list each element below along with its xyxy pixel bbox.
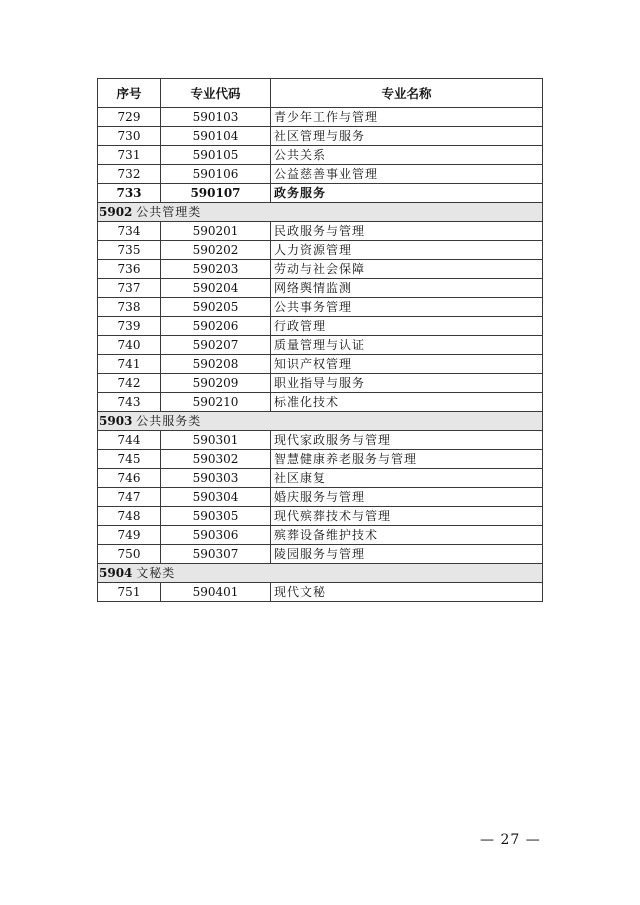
serial-number-cell: 729 (98, 108, 161, 127)
major-name-cell: 现代殡葬技术与管理 (271, 507, 543, 526)
majors-table (97, 78, 543, 602)
table-row (98, 393, 543, 412)
serial-number-cell: 741 (98, 355, 161, 374)
serial-number-cell: 738 (98, 298, 161, 317)
majors-table-container (97, 78, 542, 602)
serial-number-cell: 746 (98, 469, 161, 488)
category-code: 5902 (99, 204, 133, 219)
major-code-cell: 590104 (161, 127, 271, 146)
major-code-cell: 590210 (161, 393, 271, 412)
major-code-cell: 590202 (161, 241, 271, 260)
major-code-cell: 590204 (161, 279, 271, 298)
major-name-cell: 社区管理与服务 (271, 127, 543, 146)
serial-number-cell: 737 (98, 279, 161, 298)
table-row (98, 374, 543, 393)
category-code: 5903 (99, 413, 133, 428)
major-name-cell: 公共事务管理 (271, 298, 543, 317)
header-major-name: 专业名称 (271, 79, 543, 108)
table-row (98, 431, 543, 450)
serial-number-cell: 740 (98, 336, 161, 355)
major-name-cell: 政务服务 (271, 184, 543, 203)
major-code-cell: 590103 (161, 108, 271, 127)
major-code-cell: 590401 (161, 583, 271, 602)
serial-number-cell: 750 (98, 545, 161, 564)
table-row (98, 241, 543, 260)
major-name-cell: 网络舆情监测 (271, 279, 543, 298)
major-name-cell: 现代家政服务与管理 (271, 431, 543, 450)
major-code-cell: 590106 (161, 165, 271, 184)
serial-number-cell: 745 (98, 450, 161, 469)
table-body (98, 108, 543, 602)
major-code-cell: 590201 (161, 222, 271, 241)
page-number: — 27 — (480, 832, 541, 848)
table-row (98, 127, 543, 146)
serial-number-cell: 744 (98, 431, 161, 450)
table-row (98, 279, 543, 298)
major-code-cell: 590304 (161, 488, 271, 507)
table-row (98, 108, 543, 127)
table-row (98, 488, 543, 507)
serial-number-cell: 733 (98, 184, 161, 203)
table-row (98, 336, 543, 355)
table-header-row (98, 79, 543, 108)
serial-number-cell: 735 (98, 241, 161, 260)
serial-number-cell: 730 (98, 127, 161, 146)
major-name-cell: 智慧健康养老服务与管理 (271, 450, 543, 469)
table-row (98, 450, 543, 469)
major-code-cell: 590302 (161, 450, 271, 469)
major-name-cell: 质量管理与认证 (271, 336, 543, 355)
major-code-cell: 590301 (161, 431, 271, 450)
table-row (98, 545, 543, 564)
major-name-cell: 社区康复 (271, 469, 543, 488)
major-code-cell: 590208 (161, 355, 271, 374)
table-row (98, 355, 543, 374)
major-code-cell: 590209 (161, 374, 271, 393)
major-code-cell: 590206 (161, 317, 271, 336)
header-major-code: 专业代码 (161, 79, 271, 108)
table-row (98, 317, 543, 336)
major-name-cell: 殡葬设备维护技术 (271, 526, 543, 545)
table-row (98, 260, 543, 279)
major-code-cell: 590205 (161, 298, 271, 317)
category-cell (98, 203, 543, 222)
major-name-cell: 行政管理 (271, 317, 543, 336)
serial-number-cell: 732 (98, 165, 161, 184)
major-code-cell: 590307 (161, 545, 271, 564)
major-code-cell: 590105 (161, 146, 271, 165)
major-name-cell: 公共关系 (271, 146, 543, 165)
major-name-cell: 劳动与社会保障 (271, 260, 543, 279)
serial-number-cell: 749 (98, 526, 161, 545)
category-cell (98, 412, 543, 431)
category-code: 5904 (99, 565, 133, 580)
serial-number-cell: 748 (98, 507, 161, 526)
major-name-cell: 现代文秘 (271, 583, 543, 602)
major-name-cell: 人力资源管理 (271, 241, 543, 260)
table-row (98, 184, 543, 203)
category-row (98, 203, 543, 222)
serial-number-cell: 742 (98, 374, 161, 393)
table-row (98, 583, 543, 602)
table-row (98, 469, 543, 488)
category-name: 文秘类 (136, 565, 176, 580)
table-row (98, 165, 543, 184)
table-row (98, 146, 543, 165)
major-name-cell: 知识产权管理 (271, 355, 543, 374)
table-row (98, 222, 543, 241)
major-name-cell: 陵园服务与管理 (271, 545, 543, 564)
table-row (98, 526, 543, 545)
major-name-cell: 职业指导与服务 (271, 374, 543, 393)
category-row (98, 412, 543, 431)
serial-number-cell: 739 (98, 317, 161, 336)
major-name-cell: 民政服务与管理 (271, 222, 543, 241)
serial-number-cell: 751 (98, 583, 161, 602)
category-row (98, 564, 543, 583)
major-code-cell: 590207 (161, 336, 271, 355)
major-name-cell: 青少年工作与管理 (271, 108, 543, 127)
serial-number-cell: 747 (98, 488, 161, 507)
major-name-cell: 公益慈善事业管理 (271, 165, 543, 184)
serial-number-cell: 736 (98, 260, 161, 279)
table-row (98, 507, 543, 526)
major-code-cell: 590305 (161, 507, 271, 526)
major-code-cell: 590203 (161, 260, 271, 279)
serial-number-cell: 734 (98, 222, 161, 241)
header-serial-number: 序号 (98, 79, 161, 108)
major-name-cell: 标准化技术 (271, 393, 543, 412)
serial-number-cell: 743 (98, 393, 161, 412)
major-code-cell: 590303 (161, 469, 271, 488)
major-code-cell: 590107 (161, 184, 271, 203)
category-name: 公共服务类 (136, 413, 202, 428)
major-name-cell: 婚庆服务与管理 (271, 488, 543, 507)
major-code-cell: 590306 (161, 526, 271, 545)
category-name: 公共管理类 (136, 204, 202, 219)
category-cell (98, 564, 543, 583)
serial-number-cell: 731 (98, 146, 161, 165)
table-row (98, 298, 543, 317)
